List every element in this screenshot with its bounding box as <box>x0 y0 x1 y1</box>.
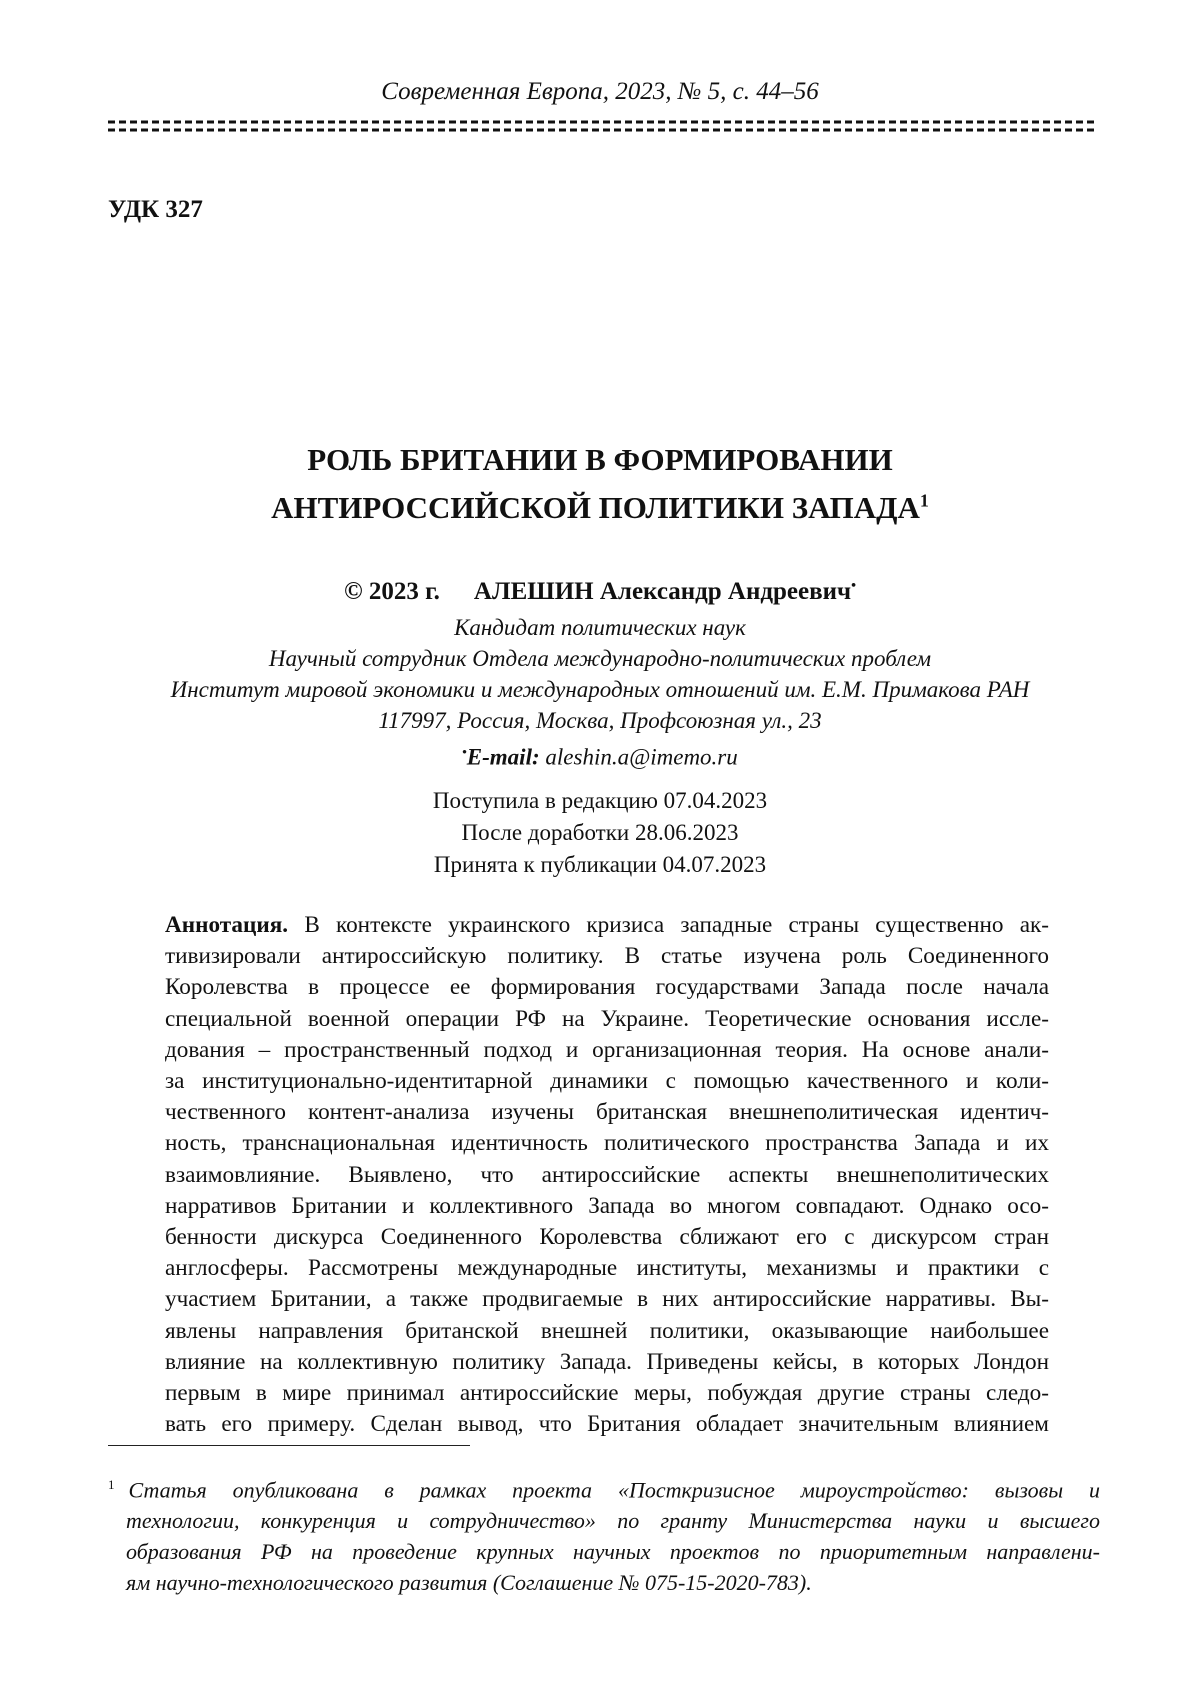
submission-dates <box>0 785 1200 881</box>
date-accepted: Принята к публикации 04.07.2023 <box>433 852 767 877</box>
copyright-year: © 2023 г. <box>343 578 440 605</box>
abstract-line: нарративов Британии и коллективного Запада во многом совпадают. Однако осо- <box>165 1192 1049 1219</box>
author-institute: Институт мировой экономики и международных отношений им. Е.М. Примакова РАН <box>170 677 1030 702</box>
abstract-line: тивизировали антироссийскую политику. В статье изучена роль Соединенного <box>165 943 1049 970</box>
abstract-line: дования – пространственный подход и организационная теория. На основе анали- <box>165 1036 1049 1063</box>
abstract-text: В контексте украинского кризиса западные страны существенно ак- <box>304 912 1049 938</box>
date-revised: После доработки 28.06.2023 <box>461 820 739 845</box>
footnote-text: Статья опубликована в рамках проекта «Посткризисное мироустройство: вызовы и <box>128 1477 1100 1503</box>
footnote-number: 1 <box>108 1477 115 1492</box>
author-email-line <box>0 736 1200 773</box>
abstract-line <box>165 910 1049 941</box>
abstract-line: взаимовлияние. Выявлено, что антироссийские аспекты внешнеполитических <box>165 1161 1049 1188</box>
title-footnote-ref[interactable]: 1 <box>919 490 929 511</box>
footnote-line: ям научно-технологического развития (Соглашение № 075-15-2020-783). <box>126 1570 812 1596</box>
abstract-line: первым в мире принимал антироссийские меры, побуждая другие страны следо- <box>165 1380 1049 1407</box>
abstract-line: участием Британии, а также продвигаемые в них антироссийские нарративы. Вы- <box>165 1286 1049 1313</box>
email-mark: • <box>462 744 467 759</box>
header-double-rule <box>108 119 1094 133</box>
abstract-line: влияние на коллективную политику Запада. Приведены кейсы, в которых Лондон <box>165 1348 1049 1375</box>
title-line-2 <box>150 484 1050 532</box>
author-name: АЛЕШИН Александр Андреевич <box>473 578 852 605</box>
udk-code: УДК 327 <box>108 196 203 223</box>
title-line-2-text: АНТИРОССИЙСКОЙ ПОЛИТИКИ ЗАПАДА <box>271 490 920 525</box>
footnote-line: технологии, конкуренция и сотрудничество» по гранту Министерства науки и высшего <box>126 1508 1100 1534</box>
abstract-line: явлены направления британской внешней политики, оказывающие наибольшее <box>165 1317 1049 1344</box>
title-line-1: РОЛЬ БРИТАНИИ В ФОРМИРОВАНИИ <box>307 442 893 477</box>
abstract-line: за институционально-идентитарной динамики с помощью качественного и коли- <box>165 1068 1049 1095</box>
abstract-line: чественного контент-анализа изучены британская внешнеполитическая идентич- <box>165 1099 1049 1126</box>
abstract-label: Аннотация. <box>165 912 289 938</box>
article-title <box>150 436 1050 532</box>
abstract-line: англосферы. Рассмотрены международные институты, механизмы и практики с <box>165 1255 1049 1282</box>
footnote-line <box>108 1469 1100 1505</box>
date-received: Поступила в редакцию 07.04.2023 <box>432 788 768 813</box>
email-label: E-mail: <box>466 744 540 770</box>
author-degree: Кандидат политических наук <box>454 615 746 640</box>
author-email[interactable]: aleshin.a@imemo.ru <box>545 744 738 770</box>
author-affiliation <box>0 612 1200 773</box>
footnote <box>108 1469 1100 1598</box>
author-position: Научный сотрудник Отдела международно-политических проблем <box>268 646 932 671</box>
abstract-line: Королевства в процессе ее формирования государствами Запада после начала <box>165 974 1049 1001</box>
author-mark: • <box>851 578 857 594</box>
footnote-line: образования РФ на проведение крупных научных проектов по приоритетным направлени- <box>126 1539 1100 1565</box>
abstract-line: вать его примеру. Сделан вывод, что Британия обладает значительным влиянием <box>165 1411 1049 1438</box>
abstract-line: специальной военной операции РФ на Украине. Теоретические основания иссле- <box>165 1005 1049 1032</box>
author-address: 117997, Россия, Москва, Профсоюзная ул., 23 <box>378 708 822 733</box>
abstract-line: ность, транснациональная идентичность политического пространства Запада и их <box>165 1130 1049 1157</box>
abstract <box>165 910 1049 1440</box>
running-header: Современная Европа, 2023, № 5, с. 44–56 <box>381 78 819 105</box>
abstract-line: бенности дискурса Соединенного Королевства сближают его с дискурсом стран <box>165 1224 1049 1251</box>
footnote-separator <box>108 1445 470 1446</box>
author-line <box>0 578 1200 606</box>
